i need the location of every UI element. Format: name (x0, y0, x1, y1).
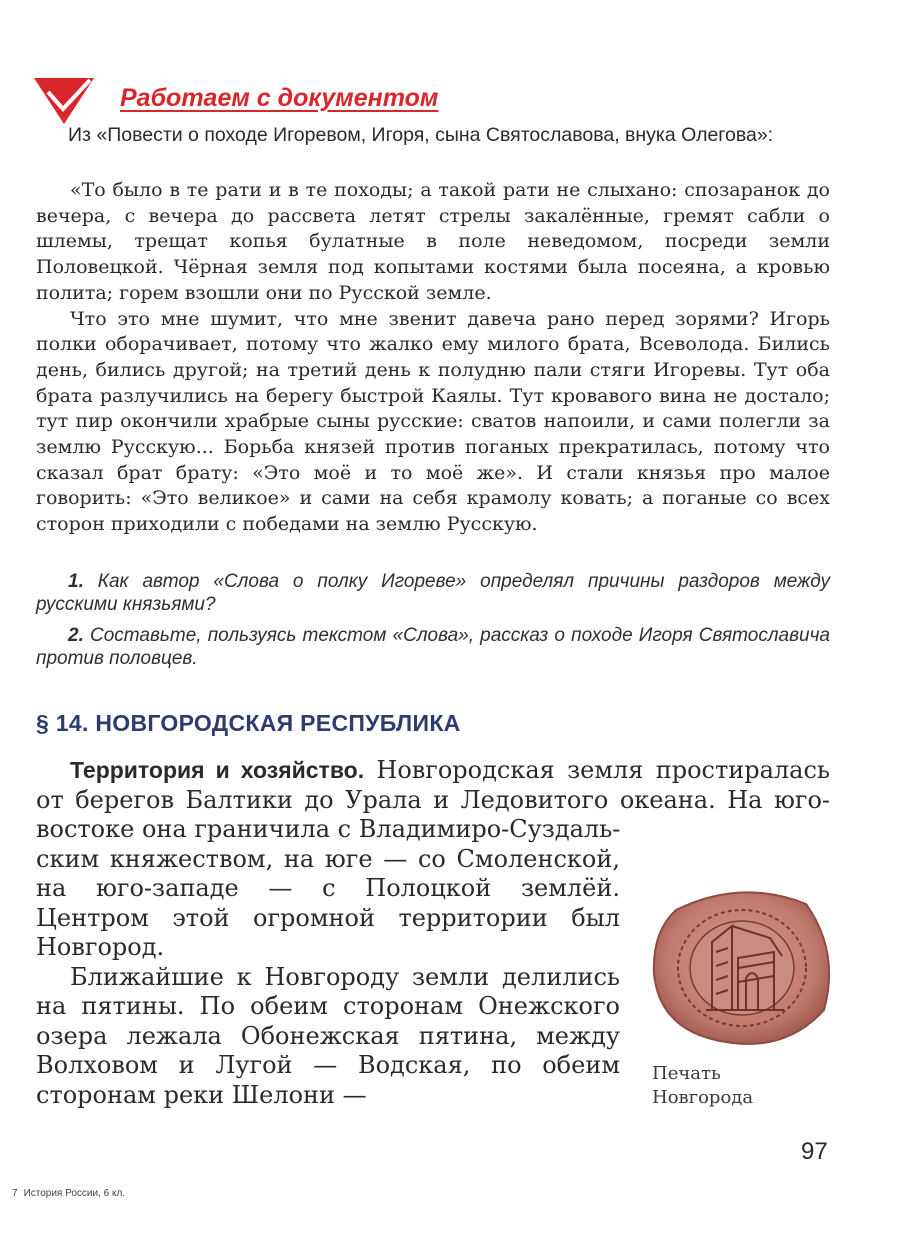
document-quote (36, 178, 830, 538)
caption-line: Печать (652, 1063, 721, 1084)
footer-sheet-number: 7 (12, 1188, 18, 1199)
print-footer (12, 1188, 131, 1199)
question-number: 2. (68, 625, 84, 646)
body-paragraph-continued: ским княжеством, на юге — со Смоленской, на юго-западе — с Полоцкой землёй. Центром этой огромной территории был Новгород. (36, 844, 620, 961)
body-paragraph: Ближайшие к Новгороду земли делились на пятины. По обеим сторонам Онежского озера лежала Обонежская пятина, между Волховом и Лугой — Водская, по обеим сторонам реки Шелони — (36, 962, 620, 1109)
caption-line: Новгорода (652, 1087, 754, 1108)
figure-caption (652, 1062, 753, 1110)
question-number: 1. (68, 571, 84, 592)
document-checkmark-icon (34, 78, 94, 124)
quote-paragraph: «То было в те рати и в те походы; а такой рати не слыхано: спозаранок до вечера, с вечера до рассвета летят стрелы закалённые, гремят сабли о шлемы, трещат копья булатные в поле неведомом, посреди земли Половецкой. Чёрная земля под копытами костями была посеяна, а кровью полита; горем взошли они по Русской земле. (36, 179, 830, 304)
subsection-lead: Территория и хозяйство. (70, 757, 365, 783)
question-list (36, 570, 830, 678)
body-text: Новгородская земля простиралась от берегов Балтики до Урала и Ледовитого океана. (36, 756, 830, 814)
page-number: 97 (801, 1138, 828, 1165)
novgorod-seal-image (646, 882, 836, 1050)
footer-book-title: История России, 6 кл. (23, 1188, 126, 1199)
question-text: Составьте, пользуясь текстом «Слова», рассказ о походе Игоря Святославича против половцев. (36, 625, 830, 669)
quote-paragraph: Что это мне шумит, что мне звенит давеча рано перед зорями? Игорь полки оборачивает, потому что жалко ему милого брата, Всеволода. Бились день, бились другой; на третий день к полудню пали стяги Игоревы. Тут оба брата разлучились на берегу быстрой Каялы. Тут кровавого вина не достало; тут пир окончили храбрые сыны русские: сватов напоили, и сами полегли за землю Русскую... Борьба князей против поганых прекратилась, потому что сказал брат брату: «Это моё и то моё же». И стали князья про малое говорить: «Это великое» и сами на себя крамолу ковать; а поганые со всех сторон приходили с победами на землю Русскую. (36, 307, 830, 536)
question-item (36, 570, 830, 616)
document-intro: Из «Повести о походе Игоревом, Игоря, сына Святославова, внука Олегова»: (68, 124, 774, 146)
body-paragraph (36, 756, 830, 845)
section-title: § 14. НОВГОРОДСКАЯ РЕСПУБЛИКА (36, 710, 461, 736)
question-item (36, 624, 830, 670)
document-heading: Работаем с документом (120, 84, 439, 112)
question-text: Как автор «Слова о полку Игореве» определял причины раздоров между русскими князьями? (36, 571, 830, 615)
body-text: На юго-востоке она граничила с Владимиро-Суздаль- (36, 785, 831, 843)
